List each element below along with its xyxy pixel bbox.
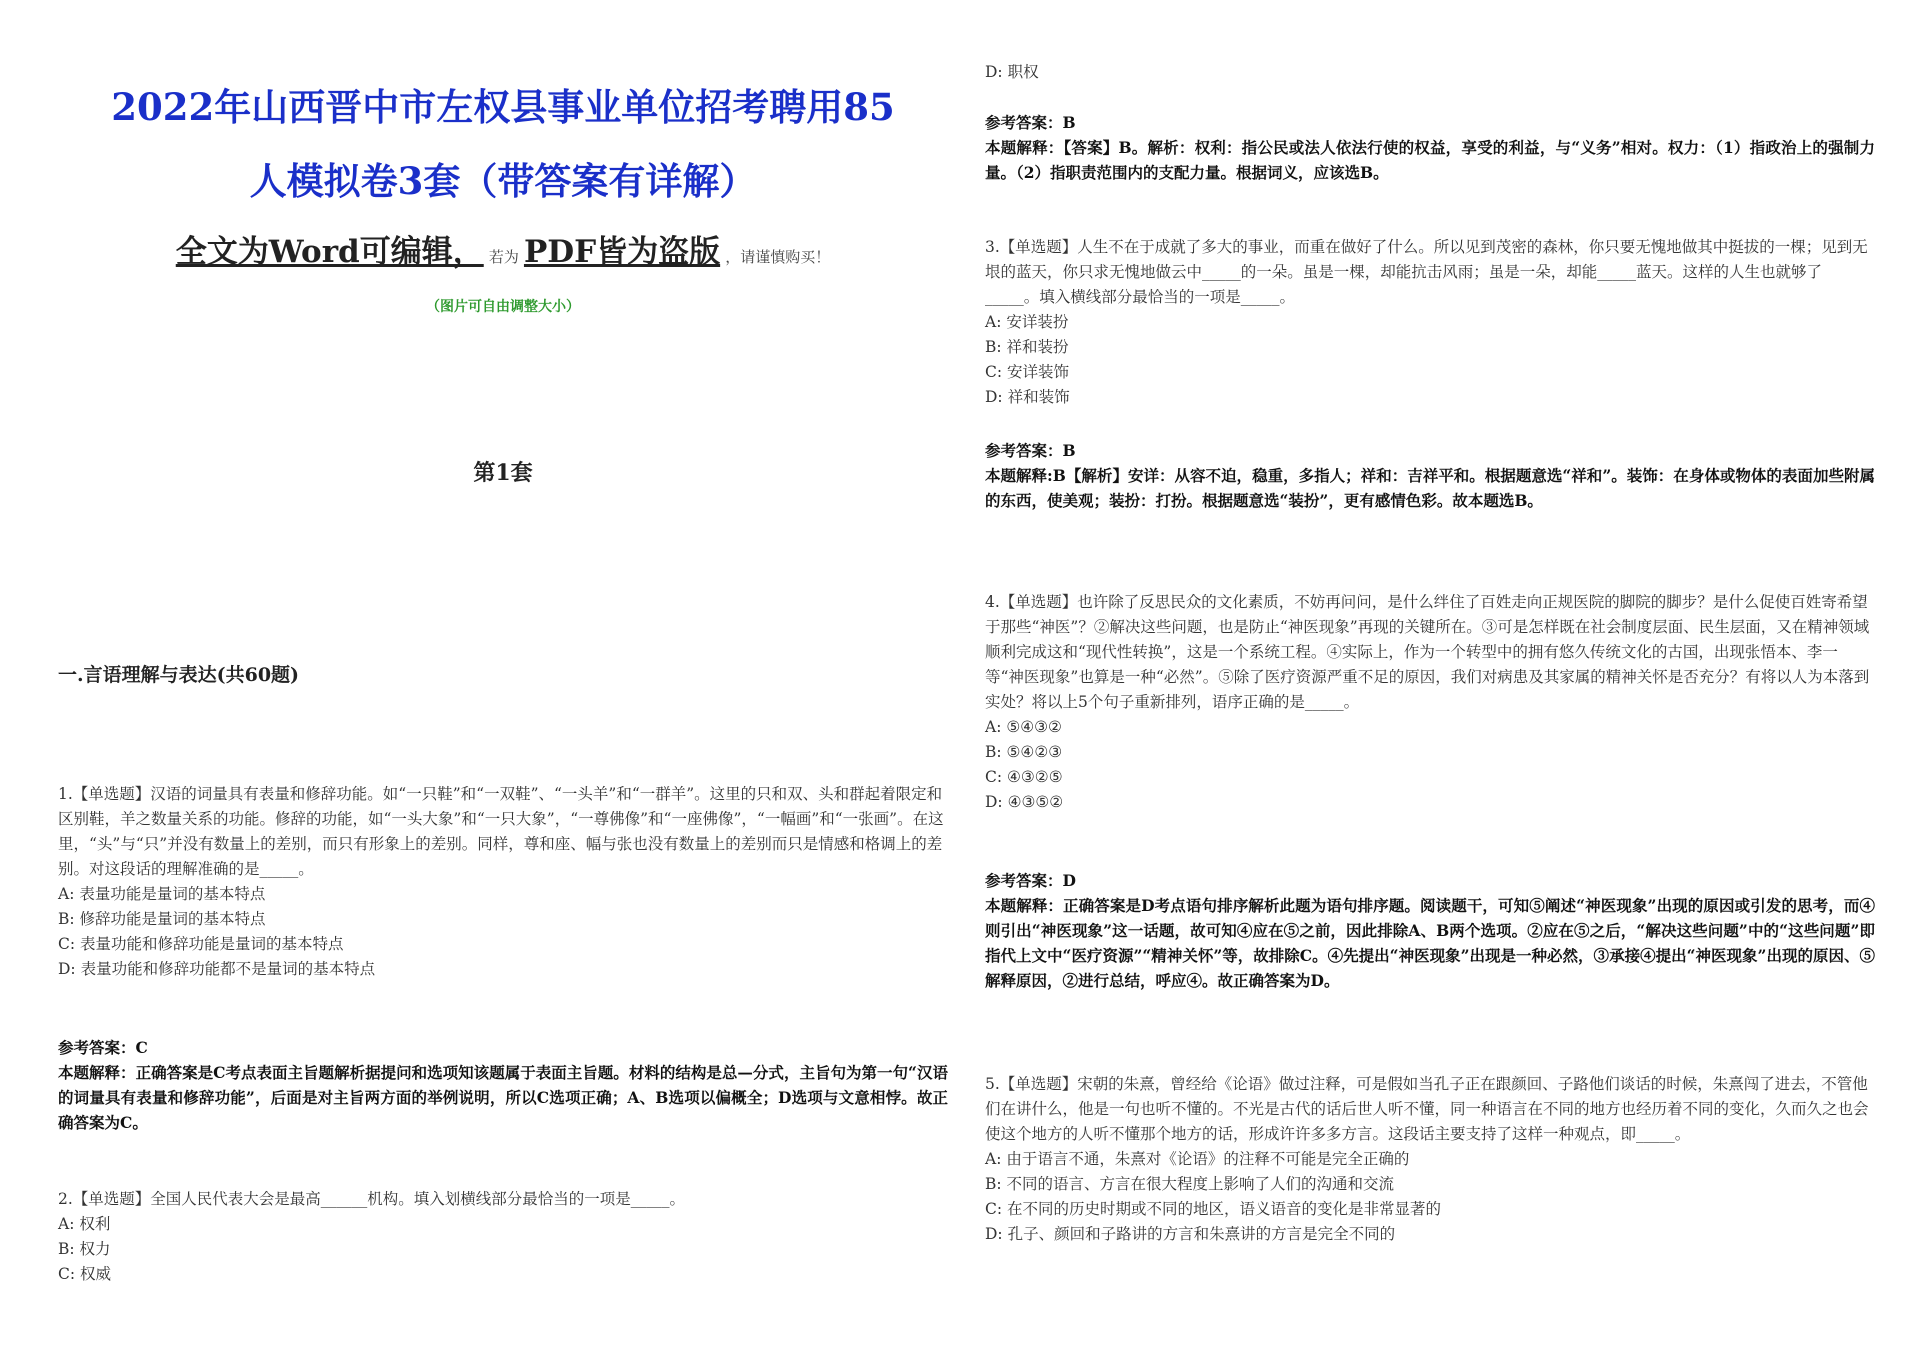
answer-3: [985, 438, 1875, 513]
option-a: A: 表量功能是量词的基本特点: [58, 885, 266, 903]
question-stem: 4.【单选题】也许除了反思民众的文化素质，不妨再问问，是什么绊住了百姓走向正规医院的脚院的脚步？是什么促使百姓寄希望于那些“神医”？②解决这些问题，也是防止“神医现象”再现的关键所在。③可是怎样既在社会制度层面、民生层面，又在精神领域顺利完成这和“现代性转换”，这是一个系统工程。④实际上，作为一个转型中的拥有悠久传统文化的古国，出现张悟本、李一等“神医现象”也算是一种“必然”。⑤除了医疗资源严重不足的原因，我们对病患及其家属的精神关怀是否充分？有将以人为本落到实处？将以上5个句子重新排列，语序正确的是_____。: [985, 593, 1870, 711]
answer-explanation: 本题解释：正确答案是C考点表面主旨题解析据提问和选项知该题属于表面主旨题。材料的结构是总—分式，主旨句为第一句“汉语的词量具有表量和修辞功能”，后面是对主旨两方面的举例说明，所以C选项正确；A、B选项以偏概全；D选项与文意相悖。故正确答案为C。: [58, 1063, 948, 1132]
answer-label: 参考答案：C: [58, 1038, 148, 1057]
option-c: C: 安详装饰: [985, 363, 1070, 381]
answer-explanation: 本题解释：正确答案是D考点语句排序解析此题为语句排序题。阅读题干，可知⑤阐述“神医现象”出现的原因或引发的思考，而④则引出“神医现象”这一话题，故可知④应在⑤之前，因此排除A、B两个选项。②应在⑤之后，“解决这些问题”中的“这些问题”即指代上文中“医疗资源”“精神关怀”等，故排除C。④先提出“神医现象”出现是一种必然，③承接④提出“神医现象”出现的原因、⑤解释原因，②进行总结，呼应④。故正确答案为D。: [985, 896, 1875, 990]
option-c: C: 在不同的历史时期或不同的地区，语义语音的变化是非常显著的: [985, 1200, 1442, 1218]
option-d: D: 孔子、颜回和子路讲的方言和朱熹讲的方言是完全不同的: [985, 1225, 1396, 1243]
answer-1: [58, 1035, 948, 1135]
answer-label: 参考答案：D: [985, 871, 1076, 890]
question-stem: 5.【单选题】宋朝的朱熹，曾经给《论语》做过注释，可是假如当孔子正在跟颜回、子路他们谈话的时候，朱熹闯了进去，不管他们在讲什么，他是一句也听不懂的。不光是古代的话后世人听不懂，同一种语言在不同的地方也经历着不同的变化，久而久之也会使这个地方的人听不懂那个地方的话，形成许许多多方言。这段话主要支持了这样一种观点，即_____。: [985, 1075, 1869, 1143]
document-title: 2022年山西晋中市左权县事业单位招考聘用85 人模拟卷3套（带答案有详解）: [111, 85, 895, 203]
option-d: D: 祥和装饰: [985, 388, 1070, 406]
option-a: A: 安详装扮: [985, 313, 1069, 331]
question-2: [58, 1187, 948, 1287]
question-4: [985, 590, 1875, 815]
option-d: D: ④③⑤②: [985, 793, 1064, 811]
answer-explanation: 本题解释:B【解析】安详：从容不迫，稳重，多指人；祥和：吉祥平和。根据题意选“祥和”。装饰：在身体或物体的表面加些附属的东西，使美观；装扮：打扮。根据题意选“装扮”，更有感情色彩。故本题选B。: [985, 466, 1875, 510]
option-d: D: 表量功能和修辞功能都不是量词的基本特点: [58, 960, 376, 978]
option-a: A: ⑤④③②: [985, 718, 1062, 736]
question-3: [985, 235, 1875, 410]
image-note: （图片可自由调整大小）: [426, 299, 580, 315]
option-b: B: 祥和装扮: [985, 338, 1069, 356]
editable-notice: 全文为Word可编辑， 若为 PDF皆为盗版 ，请谨慎购买！: [175, 234, 831, 270]
option-b: B: 权力: [58, 1240, 111, 1258]
question-stem: 3.【单选题】人生不在于成就了多大的事业，而重在做好了什么。所以见到茂密的森林，你只要无愧地做其中挺拔的一棵；见到无垠的蓝天，你只求无愧地做云中_____的一朵。虽是一棵，却能抗击风雨；虽是一朵，却能_____蓝天。这样的人生也就够了_____。填入横线部分最恰当的一项是_____。: [985, 238, 1868, 306]
option-c: C: 表量功能和修辞功能是量词的基本特点: [58, 935, 344, 953]
option-b: B: 修辞功能是量词的基本特点: [58, 910, 266, 928]
option-b: B: ⑤④②③: [985, 743, 1063, 761]
answer-4: [985, 868, 1875, 993]
option-c: C: ④③②⑤: [985, 768, 1063, 786]
answer-2: [985, 110, 1875, 185]
question-1: [58, 782, 948, 982]
question-5: [985, 1072, 1875, 1247]
option-a: A: 由于语言不通，朱熹对《论语》的注释不可能是完全正确的: [985, 1150, 1410, 1168]
answer-label: 参考答案：B: [985, 113, 1076, 132]
set-title: 第1套: [473, 460, 533, 486]
option-d: D: 职权: [985, 63, 1039, 81]
option-c: C: 权威: [58, 1265, 112, 1283]
answer-label: 参考答案：B: [985, 441, 1076, 460]
option-a: A: 权利: [58, 1215, 111, 1233]
question-stem: 2.【单选题】全国人民代表大会是最高______机构。填入划横线部分最恰当的一项是_____。: [58, 1190, 686, 1208]
question-stem: 1.【单选题】汉语的词量具有表量和修辞功能。如“一只鞋”和“一双鞋”、“一头羊”和“一群羊”。这里的只和双、头和群起着限定和区别鞋，羊之数量关系的功能。修辞的功能，如“一头大象”和“一只大象”，“一尊佛像”和“一座佛像”，“一幅画”和“一张画”。在这里，“头”与“只”并没有数量上的差别，而只有形象上的差别。同样，尊和座、幅与张也没有数量上的差别而只是情感和格调上的差别。对这段话的理解准确的是_____。: [58, 785, 944, 878]
section-title: 一.言语理解与表达(共60题): [58, 664, 300, 686]
option-b: B: 不同的语言、方言在很大程度上影响了人们的沟通和交流: [985, 1175, 1395, 1193]
question-2-continued: [985, 60, 1875, 85]
answer-explanation: 本题解释：【答案】B。解析：权利：指公民或法人依法行使的权益，享受的利益，与“义务”相对。权力：（1）指政治上的强制力量。（2）指职责范围内的支配力量。根据词义，应该选B。: [985, 138, 1875, 182]
